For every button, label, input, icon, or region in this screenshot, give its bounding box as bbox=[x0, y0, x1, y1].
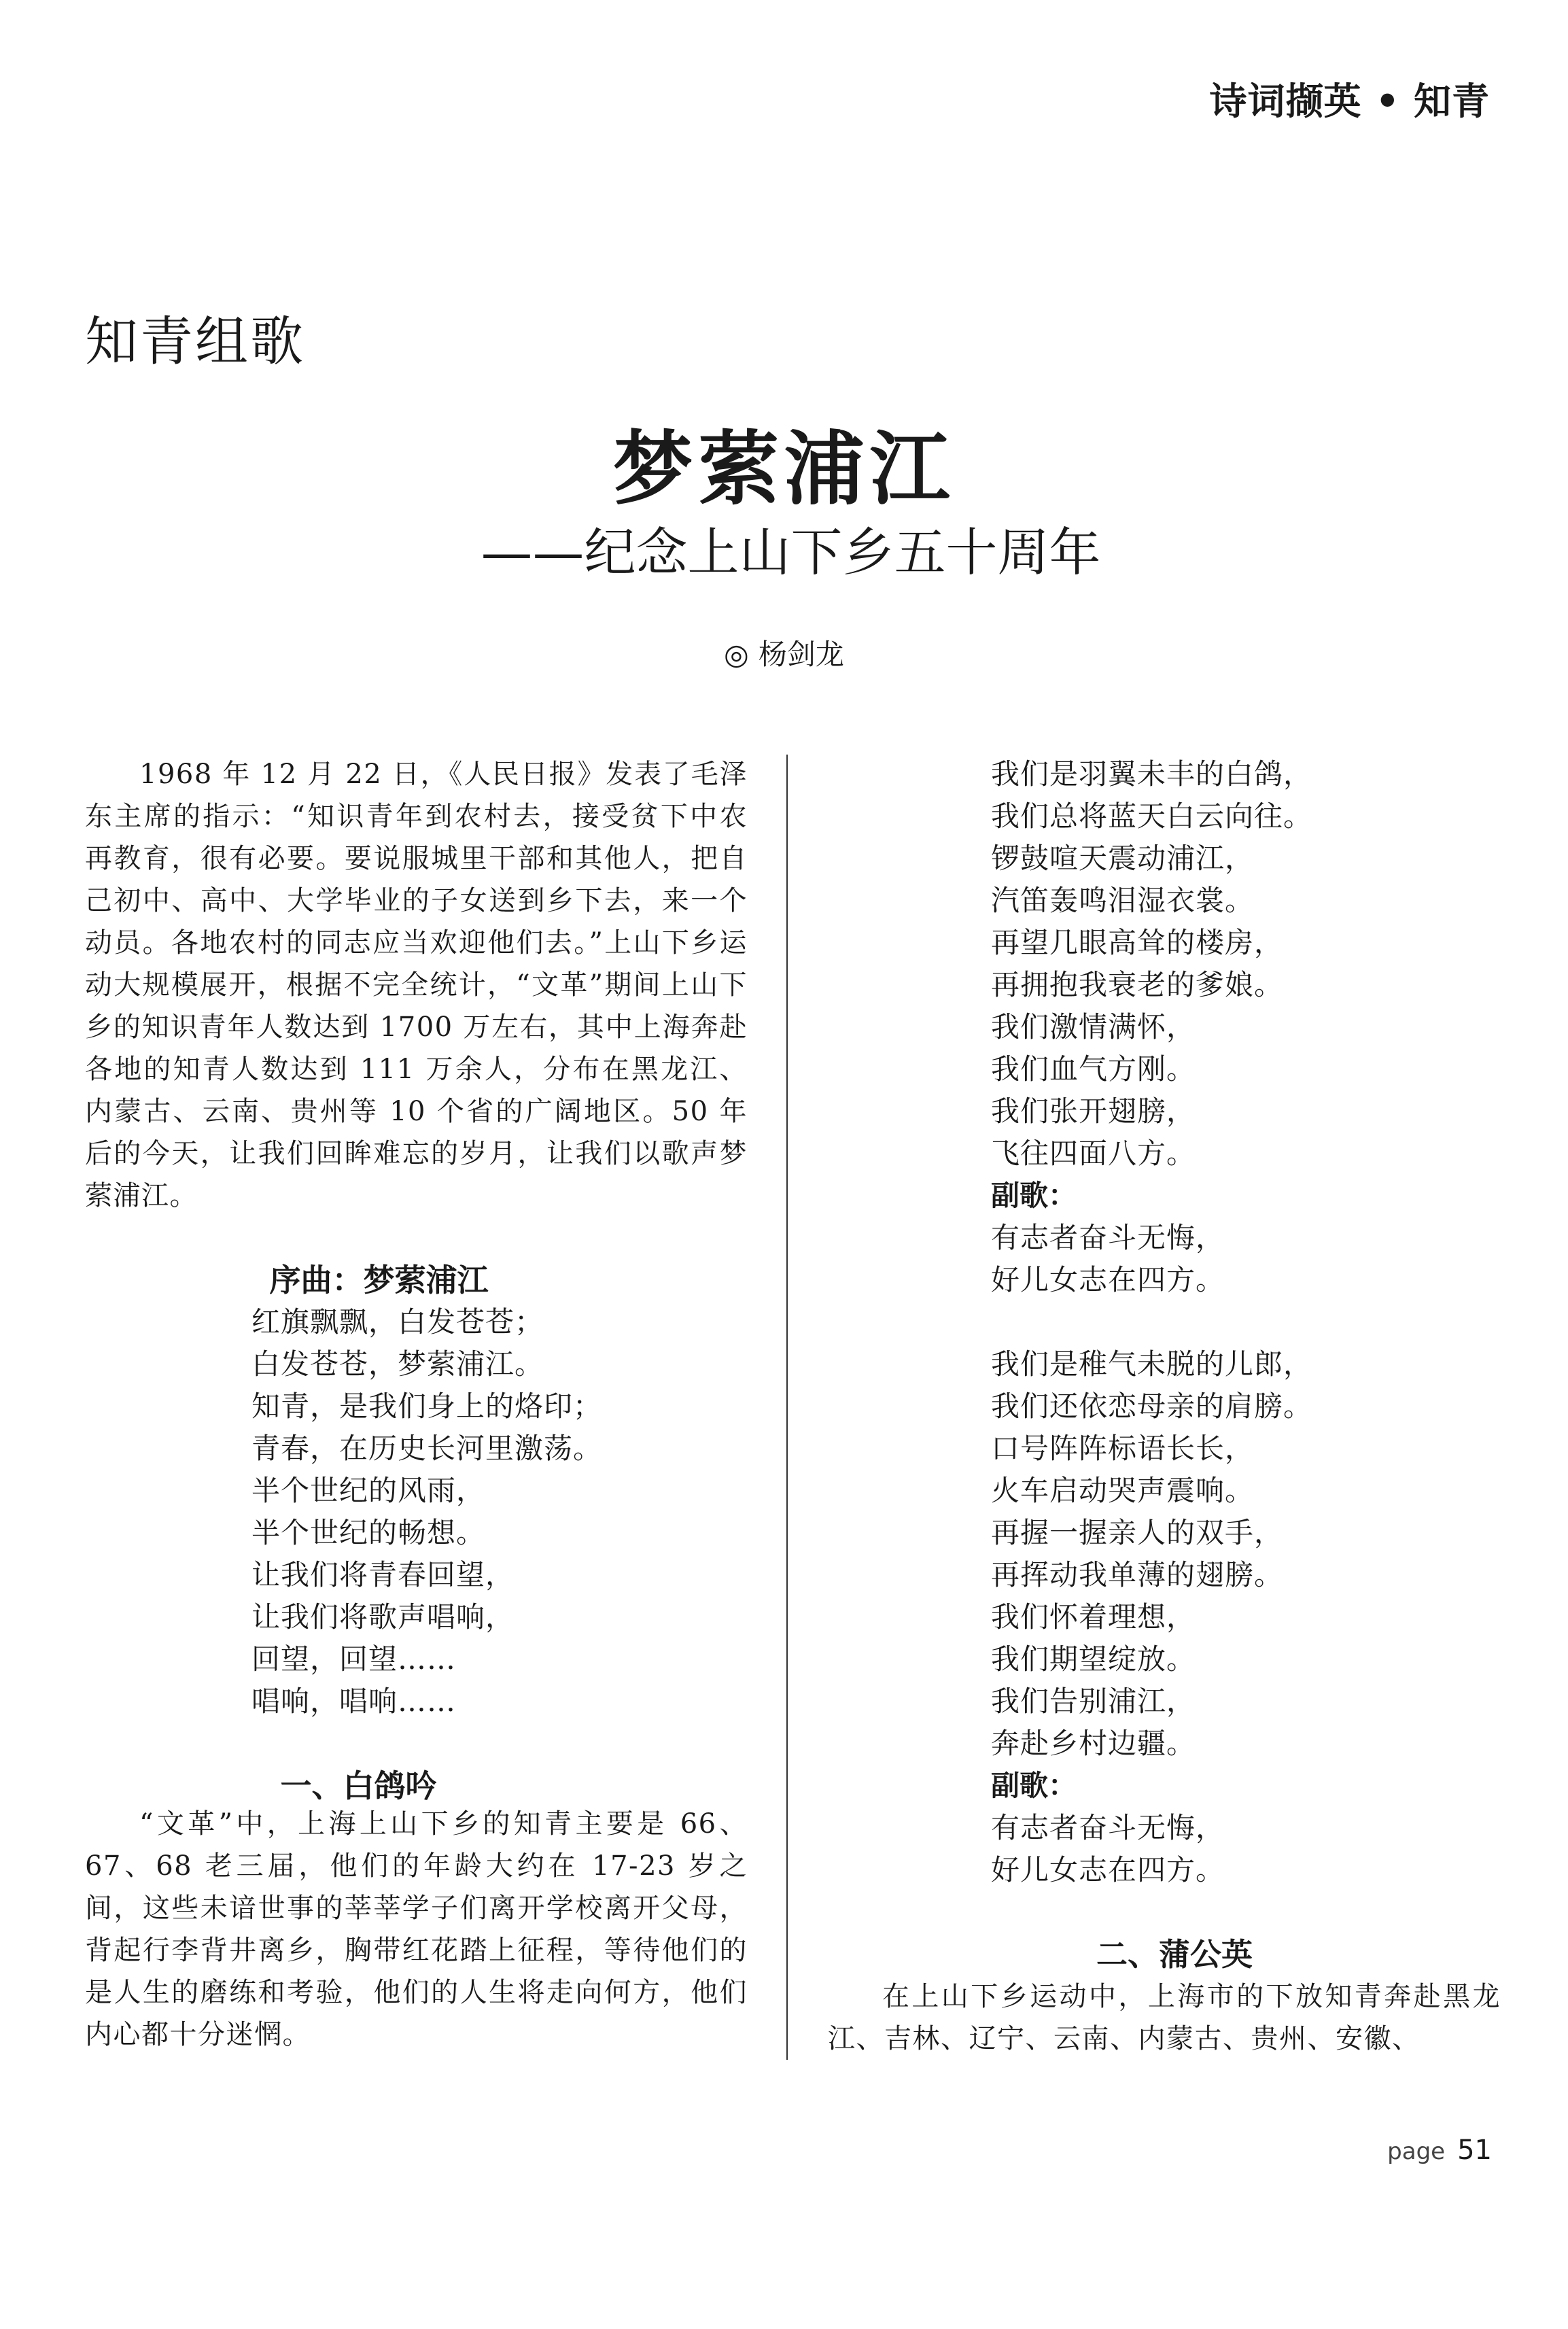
chorus-lines bbox=[991, 1807, 1501, 1891]
verse-line: 青春，在历史长河里激荡。 bbox=[251, 1432, 603, 1465]
prelude-heading: 序曲：梦萦浦江 bbox=[269, 1262, 489, 1298]
right-column bbox=[828, 753, 1501, 2060]
verse-line: 唱响，唱响…… bbox=[251, 1685, 457, 1718]
byline bbox=[0, 632, 1568, 673]
verse-line: 让我们将青春回望， bbox=[251, 1558, 515, 1591]
page-footer bbox=[1387, 2135, 1492, 2166]
verse-line: 再拥抱我衰老的爹娘。 bbox=[991, 968, 1284, 1001]
verse-line: 我们告别浦江， bbox=[991, 1685, 1196, 1718]
main-title: 梦萦浦江 bbox=[612, 422, 956, 516]
verse-line: 我们怀着理想， bbox=[991, 1600, 1196, 1634]
author-name: 杨剑龙 bbox=[758, 638, 844, 671]
verse-line: 口号阵阵标语长长， bbox=[991, 1432, 1255, 1465]
chorus-block-1 bbox=[828, 1175, 1501, 1301]
verse-line: 我们还依恋母亲的肩膀。 bbox=[991, 1390, 1313, 1423]
verse-line: 再望几眼高耸的楼房， bbox=[991, 926, 1284, 959]
verse-line: 再握一握亲人的双手， bbox=[991, 1516, 1284, 1549]
page-label: page bbox=[1387, 2138, 1446, 2165]
verse-line: 有志者奋斗无悔， bbox=[991, 1221, 1225, 1254]
verse-line: 好儿女志在四方。 bbox=[991, 1853, 1225, 1886]
chorus-block-2 bbox=[828, 1765, 1501, 1891]
subtitle: ——纪念上山下乡五十周年 bbox=[481, 522, 1101, 583]
verse-line: 我们总将蓝天白云向往。 bbox=[991, 799, 1313, 833]
verse-line: 知青，是我们身上的烙印； bbox=[251, 1390, 603, 1423]
verse-line: 火车启动哭声震响。 bbox=[991, 1474, 1255, 1507]
chorus-label: 副歌： bbox=[991, 1769, 1077, 1802]
verse-line: 回望，回望…… bbox=[251, 1642, 457, 1676]
verse-line: 奔赴乡村边疆。 bbox=[991, 1727, 1196, 1760]
verse-line: 半个世纪的畅想。 bbox=[251, 1516, 486, 1549]
section2-paragraph: 在上山下乡运动中，上海市的下放知青奔赴黑龙江、吉林、辽宁、云南、内蒙古、贵州、安徽、 bbox=[828, 1981, 1501, 2054]
verse-line: 汽笛轰鸣泪湿衣裳。 bbox=[991, 884, 1255, 917]
left-column bbox=[85, 753, 748, 2056]
verse-line: 我们是羽翼未丰的白鸽， bbox=[991, 757, 1313, 791]
verse-line: 有志者奋斗无悔， bbox=[991, 1811, 1225, 1844]
chorus-lines bbox=[991, 1217, 1501, 1301]
verse-line: 红旗飘飘，白发苍苍； bbox=[251, 1305, 544, 1339]
section1-stanza-2 bbox=[828, 1343, 1501, 1765]
intro-paragraph: 1968 年 12 月 22 日，《人民日报》发表了毛泽东主席的指示：“知识青年到农村去，接受贫下中农再教育，很有必要。要说服城里干部和其他人，把自己初中、高中、大学毕业的子女送到乡下去，来一个动员。各地农村的同志应当欢迎他们去。”上山下乡运动大规模展开，根据不完全统计，“文革”期间上山下乡的知识青年人数达到 1700 万左右，其中上海奔赴各地的知青人数达到 111 万余人，分布在黑龙江、内蒙古、云南、贵州等 10 个省的广阔地区。50 年后的今天，让我们回眸难忘的岁月，让我们以歌声梦萦浦江。 bbox=[85, 759, 748, 1211]
verse-line: 我们期望绽放。 bbox=[991, 1642, 1196, 1676]
byline-mark-icon: ◎ bbox=[724, 638, 749, 671]
verse-line: 我们血气方刚。 bbox=[991, 1052, 1196, 1086]
section-header: 诗词撷英 • 知青 bbox=[1209, 79, 1490, 123]
page-number: 51 bbox=[1457, 2135, 1492, 2166]
verse-line: 飞往四面八方。 bbox=[991, 1137, 1196, 1170]
series-title: 知青组歌 bbox=[85, 311, 306, 373]
section2-heading: 二、蒲公英 bbox=[1096, 1936, 1253, 1973]
column-divider bbox=[786, 755, 788, 2060]
verse-line: 再挥动我单薄的翅膀。 bbox=[991, 1558, 1284, 1591]
verse-line: 我们激情满怀， bbox=[991, 1010, 1196, 1043]
verse-line: 半个世纪的风雨， bbox=[251, 1474, 486, 1507]
verse-line: 锣鼓喧天震动浦江， bbox=[991, 842, 1255, 875]
section1-stanza-1 bbox=[828, 753, 1501, 1175]
section1-heading: 一、白鸽吟 bbox=[280, 1767, 437, 1804]
verse-line: 好儿女志在四方。 bbox=[991, 1263, 1225, 1296]
prelude-verse bbox=[85, 1301, 748, 1723]
chorus-label: 副歌： bbox=[991, 1179, 1077, 1212]
section1-paragraph: “文革”中，上海上山下乡的知青主要是 66、67、68 老三届，他们的年龄大约在 17-23 岁之间，这些未谙世事的莘莘学子们离开学校离开父母，背起行李背井离乡，胸带红花踏上征程，等待他们的是人生的磨练和考验，他们的人生将走向何方，他们内心都十分迷惘。 bbox=[85, 1808, 748, 2050]
verse-line: 我们张开翅膀， bbox=[991, 1094, 1196, 1128]
verse-line: 白发苍苍，梦萦浦江。 bbox=[251, 1347, 544, 1381]
verse-line: 我们是稚气未脱的儿郎， bbox=[991, 1347, 1313, 1381]
verse-line: 让我们将歌声唱响， bbox=[251, 1600, 515, 1634]
